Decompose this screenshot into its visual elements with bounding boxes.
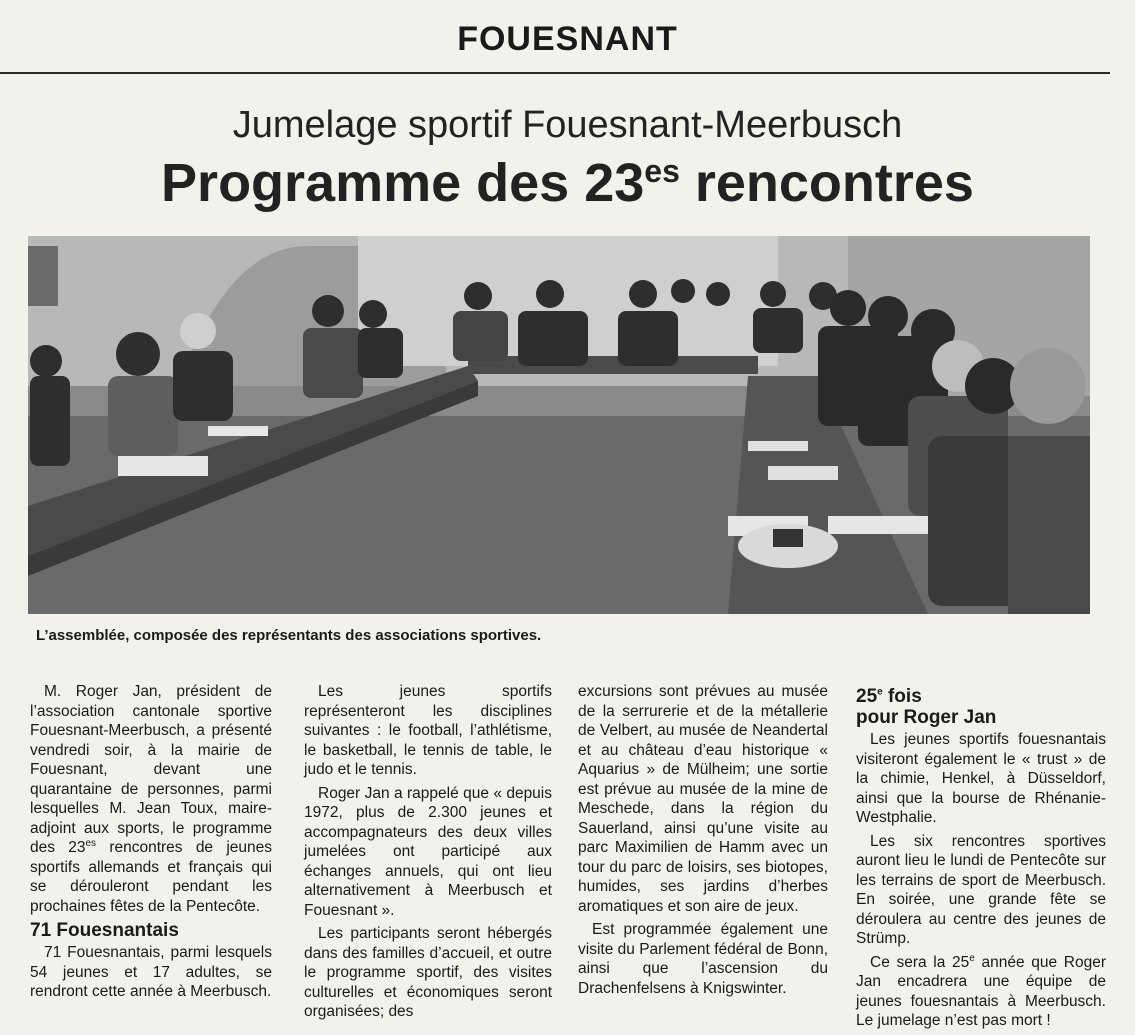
header-rule (0, 72, 1110, 74)
headline-part-2: rencontres (679, 153, 974, 213)
paragraph: Les jeunes sportifs fouesnantais visiteront également le « trust » de la chimie, Henkel, à Düsseldorf, ainsi que la bourse de Rhénanie-Westphalie. (856, 731, 1106, 826)
paragraph: Est programmée également une visite du Parlement fédéral de Bonn, ainsi que l’ascension du Drachenfelsens à Knigswinter. (578, 921, 828, 997)
subheading-number: 25 (856, 686, 878, 707)
paragraph (856, 953, 1106, 1031)
meeting-photo-illustration (28, 236, 1090, 614)
kicker: Jumelage sportif Fouesnant-Meerbusch (232, 104, 903, 146)
paragraph: Roger Jan a rappelé que « depuis 1972, plus de 2.300 jeunes et accompagnateurs des deux villes jumelées ont participé aux échanges annuels, qui ont lieu alternativement à Meerbusch et Fouesnant ». (304, 784, 552, 919)
article-column-4 (856, 684, 1106, 1035)
paragraph: 71 Fouesnantais, parmi lesquels 54 jeunes et 17 adultes, se rendront cette année à Meerbusch. (30, 944, 272, 1000)
photo-caption: L’assemblée, composée des représentants des associations sportives. (36, 627, 542, 644)
paragraph: Les six rencontres sportives auront lieu le lundi de Pentecôte sur les terrains de sport de Meerbusch. En soirée, une grande fête se déroulera au centre des jeunes de Strümp. (856, 832, 1106, 947)
ordinal-superscript: es (85, 837, 97, 849)
paragraph-text: Ce sera la 25 (870, 953, 970, 971)
paragraph-text: année que Roger Jan encadrera une équipe de jeunes fouesnantais à Meerbusch. Le jumelage n’est pas mort ! (856, 953, 1106, 1029)
article-column-3 (578, 682, 828, 1002)
article-column-2 (304, 682, 552, 1026)
ordinal-superscript: e (969, 952, 975, 964)
paragraph-text: M. Roger Jan, président de l’association cantonale sportive Fouesnant-Meerbusch, a présenté vendredi soir, à la mairie de Fouesnant, devant une quarantaine de personnes, parmi lesquelles M. Jean Toux, maire-adjoint aux sports, le programme des 23 (30, 683, 272, 856)
ordinal-superscript: e (877, 686, 883, 698)
subheading-text: fois (882, 686, 922, 707)
paragraph (30, 682, 272, 916)
subheading (856, 686, 1106, 728)
article-column-1 (30, 682, 272, 1006)
subheading: 71 Fouesnantais (30, 920, 179, 941)
paragraph: Les jeunes sportifs représenteront les disciplines suivantes : le football, l’athlétisme, le basketball, le tennis de table, le judo et le tennis. (304, 683, 552, 778)
paragraph-text: rencontres de jeunes sportifs allemands et français qui se dérouleront pendant les prochaines fêtes de la Pentecôte. (30, 839, 272, 915)
paragraph: excursions sont prévues au musée de la serrurerie et de la métallerie de Velbert, au musée de Neandertal et au château d’eau historique « Aquarius » de Mülheim; une sortie est prévue au musée de la mine de Meschede, dans la région du Sauerland, ainsi qu’une visite au parc Maximilien de Hamm avec un tour du parc de loisirs, ses biotopes, humides, ses jardins d’herbes aromatiques et son aire de jeux. (578, 683, 828, 915)
headline (0, 152, 1135, 214)
section-header: FOUESNANT (457, 20, 678, 58)
subheading-text: pour Roger Jan (856, 707, 997, 728)
headline-superscript: es (644, 153, 680, 189)
headline-part-1: Programme des 23 (161, 153, 645, 213)
meeting-photo (28, 236, 1090, 614)
paragraph: Les participants seront hébergés dans des familles d’accueil, et outre le programme sportif, des visites culturelles et économiques seront organisées; des (304, 925, 552, 1020)
